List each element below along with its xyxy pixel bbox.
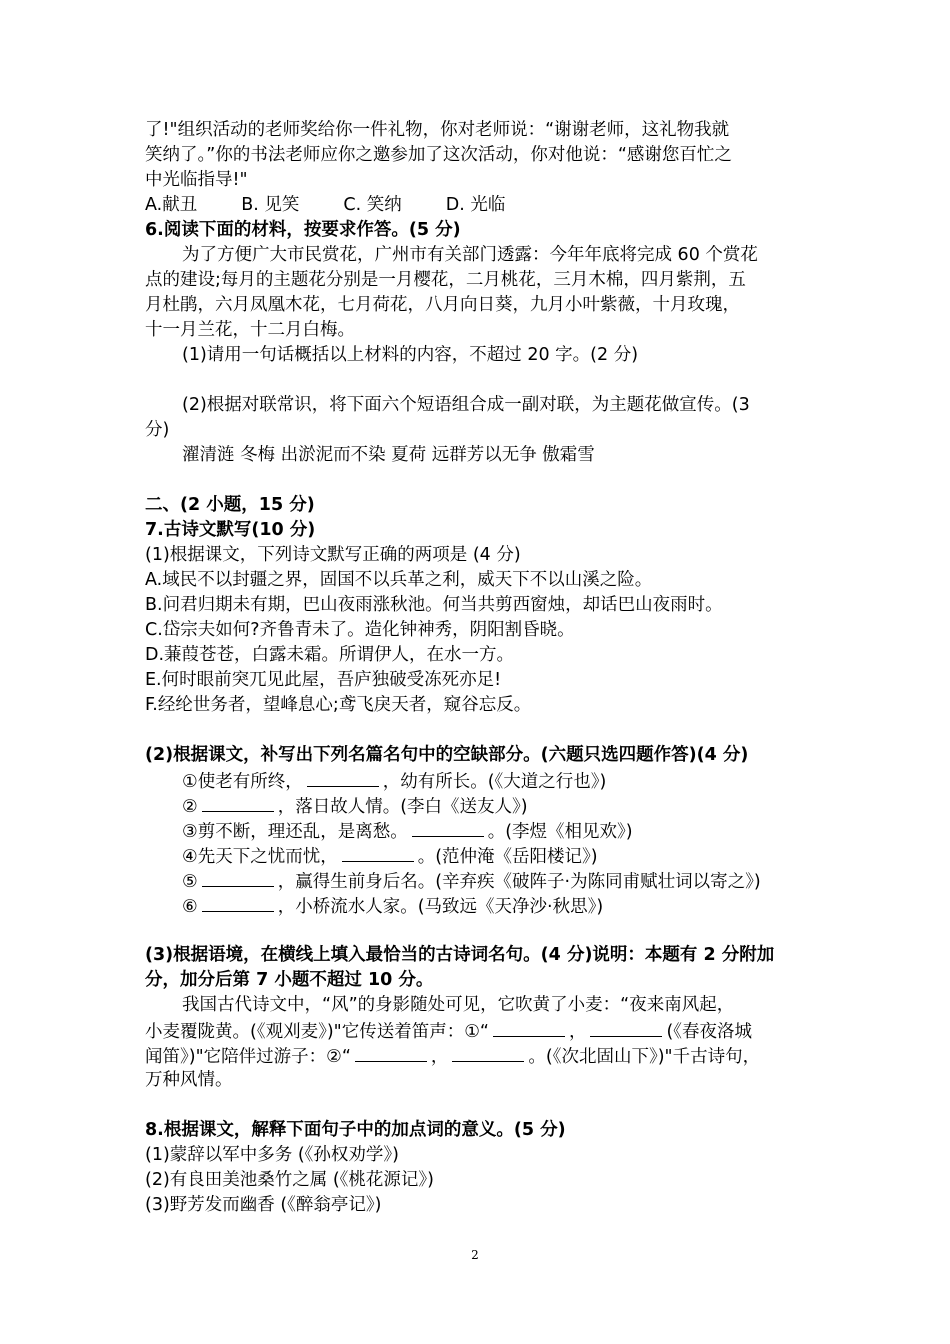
fill-item-text: ，幼有所长。(《大道之行也》)	[382, 772, 607, 792]
part3-text: ，	[568, 1022, 587, 1042]
q7-fill-item	[145, 893, 815, 918]
q7-option-a: A.域民不以封疆之界，固国不以兵革之利，威天下不以山溪之险。	[145, 570, 653, 590]
q7-fill-item	[145, 868, 815, 893]
fill-item-text: 。(李煜《相见欢》)	[487, 822, 633, 842]
part3-text: 小麦覆陇黄。(《观刈麦》)"它传送着笛声：①“	[145, 1022, 489, 1042]
q6-paragraph-line: 月杜鹃，六月凤凰木花，七月荷花，八月向日葵，九月小叶紫薇，十月玫瑰，	[145, 295, 740, 315]
q6-title: 6.阅读下面的材料，按要求作答。(5 分)	[145, 220, 461, 240]
page-number: 2	[471, 1248, 479, 1262]
fill-item-text: ，赢得生前身后名。(辛弃疾《破阵子·为陈同甫赋壮词以寄之》)	[277, 872, 761, 892]
part3-text: (《春夜洛城	[666, 1022, 753, 1042]
fill-item-text: ⑤	[182, 872, 198, 892]
q8-title: 8.根据课文，解释下面句子中的加点词的意义。(5 分)	[145, 1120, 566, 1140]
q5-option-c: C. 笑纳	[343, 195, 402, 215]
q7-option-e: E.何时眼前突兀见此屋，吾庐独破受冻死亦足!	[145, 670, 502, 690]
q5-option-a: A.献丑	[145, 195, 198, 215]
q6-sub2: (2)根据对联常识，将下面六个短语组合成一副对联，为主题花做宣传。(3	[182, 395, 750, 415]
fill-item-text: ③剪不断，理还乱，是离愁。	[182, 822, 408, 842]
q7-part3-text: 万种风情。	[145, 1070, 233, 1090]
q7-part3-title: (3)根据语境，在横线上填入最恰当的古诗词名句。(4 分)说明：本题有 2 分附加	[145, 945, 775, 965]
answer-blank[interactable]	[202, 868, 274, 887]
part3-text: 闻笛》)"它陪伴过游子：②“	[145, 1047, 351, 1067]
q7-part3-text: 我国古代诗文中，“风”的身影随处可见，它吹黄了小麦：“夜来南风起，	[182, 995, 735, 1015]
fill-item-text: ⑥	[182, 897, 198, 917]
q8-item: (3)野芳发而幽香 (《醉翁亭记》)	[145, 1195, 382, 1215]
q6-paragraph-line: 十一月兰花，十二月白梅。	[145, 320, 355, 340]
q7-option-f: F.经纶世务者，望峰息心;鸢飞戾天者，窥谷忘反。	[145, 695, 532, 715]
spacer	[145, 718, 815, 743]
fill-item-text: 。(范仲淹《岳阳楼记》)	[417, 847, 598, 867]
answer-blank[interactable]	[493, 1018, 565, 1037]
document-page	[145, 118, 815, 1218]
answer-blank[interactable]	[202, 893, 274, 912]
q7-part3-text	[145, 1043, 815, 1068]
q7-part1-title: (1)根据课文，下列诗文默写正确的两项是 (4 分)	[145, 545, 521, 565]
answer-blank[interactable]	[590, 1018, 662, 1037]
fill-item-text: ，落日故人情。(李白《送友人》)	[277, 797, 528, 817]
answer-blank[interactable]	[342, 843, 414, 862]
q7-fill-item	[145, 793, 815, 818]
part3-text: ，	[430, 1047, 449, 1067]
q6-paragraph-line: 为了方便广大市民赏花，广州市有关部门透露：今年年底将完成 60 个赏花	[182, 245, 758, 265]
q5-options	[145, 193, 815, 218]
fill-item-text: ①使老有所终，	[182, 772, 303, 792]
q7-fill-item	[145, 768, 815, 793]
answer-blank[interactable]	[452, 1043, 524, 1062]
q7-fill-item	[145, 818, 815, 843]
q8-item: (2)有良田美池桑竹之属 (《桃花源记》)	[145, 1170, 435, 1190]
q7-fill-item	[145, 843, 815, 868]
q7-part2-title: (2)根据课文，补写出下列名篇名句中的空缺部分。(六题只选四题作答)(4 分)	[145, 745, 749, 765]
q5-option-d: D. 光临	[445, 195, 506, 215]
q7-option-d: D.蒹葭苍苍，白露未霜。所谓伊人，在水一方。	[145, 645, 515, 665]
spacer	[145, 1093, 815, 1118]
spacer	[145, 918, 815, 943]
answer-blank[interactable]	[412, 818, 484, 837]
q6-sub1: (1)请用一句话概括以上材料的内容，不超过 20 字。(2 分)	[182, 345, 639, 365]
q6-phrases: 濯清涟 冬梅 出淤泥而不染 夏荷 远群芳以无争 傲霜雪	[182, 445, 595, 465]
q5-option-b: B. 见笑	[241, 195, 300, 215]
q7-part3-title-cont: 分，加分后第 7 小题不超过 10 分。	[145, 970, 434, 990]
q5-text-line: 了!"组织活动的老师奖给你一件礼物，你对老师说：“谢谢老师，这礼物我就	[145, 120, 730, 140]
q6-paragraph-line: 点的建设;每月的主题花分别是一月樱花，二月桃花，三月木棉，四月紫荆，五	[145, 270, 746, 290]
fill-item-text: ，小桥流水人家。(马致远《天净沙·秋思》)	[277, 897, 604, 917]
q5-text-line: 中光临指导!"	[145, 170, 248, 190]
q7-option-c: C.岱宗夫如何?齐鲁青未了。造化钟神秀，阴阳割昏晓。	[145, 620, 575, 640]
section-heading: 二、(2 小题，15 分)	[145, 495, 315, 515]
q8-item: (1)蒙辞以军中多务 (《孙权劝学》)	[145, 1145, 400, 1165]
q7-title: 7.古诗文默写(10 分)	[145, 520, 316, 540]
q7-part3-text	[145, 1018, 815, 1043]
q6-answer-space	[145, 368, 815, 393]
answer-blank[interactable]	[202, 793, 274, 812]
part3-text: 。(《次北固山下》)"千古诗句，	[528, 1047, 761, 1067]
q7-option-b: B.问君归期未有期，巴山夜雨涨秋池。何当共剪西窗烛，却话巴山夜雨时。	[145, 595, 723, 615]
fill-item-text: ②	[182, 797, 198, 817]
answer-blank[interactable]	[355, 1043, 427, 1062]
answer-blank[interactable]	[307, 768, 379, 787]
spacer	[145, 468, 815, 493]
q6-sub2-cont: 分)	[145, 420, 170, 440]
fill-item-text: ④先天下之忧而忧，	[182, 847, 338, 867]
q5-text-line: 笑纳了。”你的书法老师应你之邀参加了这次活动，你对他说：“感谢您百忙之	[145, 145, 732, 165]
